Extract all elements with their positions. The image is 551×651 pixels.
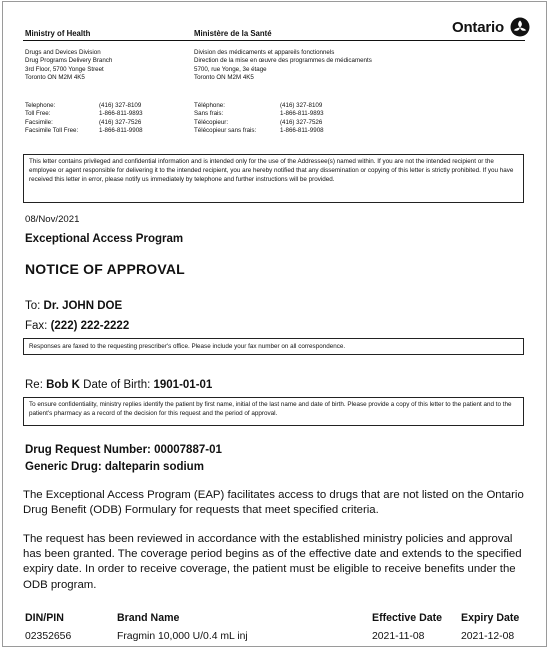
eap-paragraph: The Exceptional Access Program (EAP) facilitates access to drugs that are not listed on the Ontario Drug Benefit (ODB) Formulary for requests that meet specified criteria.: [23, 489, 524, 517]
contacts-fr: [194, 102, 364, 135]
generic-drug-name: dalteparin sodium: [104, 461, 204, 473]
col-header-effective: Effective Date: [372, 612, 443, 624]
address-line: Division des médicaments et appareils fonctionnels: [194, 49, 335, 56]
address-en: [25, 49, 190, 82]
col-header-expiry: Expiry Date: [461, 612, 520, 624]
contact-row: Sans frais: 1-866-811-9893: [194, 110, 324, 118]
address-line: Toronto ON M2M 4K5: [194, 73, 254, 81]
generic-drug-line: Generic Drug: dalteparin sodium: [25, 461, 204, 473]
drug-request-line: Drug Request Number: 00007887-01: [25, 444, 222, 456]
patient-line: Re: Bob K Date of Birth: 1901-01-01: [25, 379, 213, 391]
patient-dob: 1901-01-01: [153, 379, 213, 391]
ministry-title-fr: Ministère de la Santé: [194, 29, 272, 38]
address-line: 5700, rue Yonge, 3e étage: [194, 65, 267, 73]
address-line: 3rd Floor, 5700 Yonge Street: [25, 65, 104, 73]
letter-page: [2, 1, 547, 647]
contact-row: Téléphone: (416) 327-8109: [194, 102, 323, 109]
fax-notice: Responses are faxed to the requesting prescriber's office. Please include your fax number on all correspondence.: [23, 338, 524, 355]
approval-paragraph: The request has been reviewed in accordance with the established ministry policies and approval has been granted. The coverage period begins as of the effective date and extends to the specified expiry date. In order to receive coverage, the patient must be eligible to receive benefits under the ODB program.: [23, 533, 522, 591]
col-header-din: DIN/PIN: [25, 612, 64, 624]
notice-title: NOTICE OF APPROVAL: [25, 261, 185, 277]
letter-date: 08/Nov/2021: [25, 214, 80, 225]
cell-brand: Fragmin 10,000 U/0.4 mL inj: [117, 631, 248, 642]
cell-effective: 2021-11-08: [372, 631, 425, 642]
recipient-line: To: Dr. JOHN DOE: [25, 300, 123, 312]
header-rule: [23, 40, 525, 41]
address-line: Drug Programs Delivery Branch: [25, 57, 113, 65]
program-name: Exceptional Access Program: [25, 233, 184, 245]
fax-number: (222) 222-2222: [50, 320, 130, 332]
contact-row: Télécopieur: (416) 327-7526: [194, 118, 323, 126]
ministry-title-en: Ministry of Health: [25, 29, 91, 38]
contact-row: Toll Free: 1-866-811-9893: [25, 110, 143, 118]
patient-name: Bob K: [46, 379, 80, 391]
cell-expiry: 2021-12-08: [461, 631, 515, 642]
ontario-logo-text: Ontario: [452, 18, 504, 36]
recipient-name: Dr. JOHN DOE: [43, 300, 123, 312]
contact-row: Telephone: (416) 327-8109: [25, 102, 142, 109]
drug-request-number: 00007887-01: [154, 444, 222, 456]
address-line: Direction de la mise en œuvre des programmes de médicaments: [194, 57, 372, 65]
address-line: Drugs and Devices Division: [25, 49, 101, 56]
confidentiality-notice: This letter contains privileged and confidential information and is intended only for the use of the Addressee(s) named within. If you are not the intended recipient or the employee or agent responsible for delivering it to the intended recipient, you are hereby notified that any dissemination or copying of this letter is strictly prohibited. If you have received this letter in error, please notify us immediately by telephone and further instructions will be provided.: [23, 154, 524, 203]
ontario-logo: [452, 17, 530, 37]
contact-row: Facsimile Toll Free: 1-866-811-9908: [25, 126, 143, 134]
contact-row: Télécopieur sans frais: 1-866-811-9908: [194, 126, 324, 134]
fax-line: Fax: (222) 222-2222: [25, 320, 130, 332]
address-fr: [194, 49, 454, 82]
address-line: Toronto ON M2M 4K5: [25, 73, 85, 81]
cell-din: 02352656: [25, 631, 72, 642]
contacts-en: [25, 102, 195, 135]
col-header-brand: Brand Name: [117, 612, 180, 624]
patient-notice: To ensure confidentiality, ministry replies identify the patient by first name, initial of the last name and date of birth. Please provide a copy of this letter to the patient and to the patient's pharmacy as a record of the decision for this request and the period of approval.: [23, 397, 524, 426]
trillium-icon: [510, 17, 530, 37]
contact-row: Facsimile: (416) 327-7526: [25, 118, 142, 126]
